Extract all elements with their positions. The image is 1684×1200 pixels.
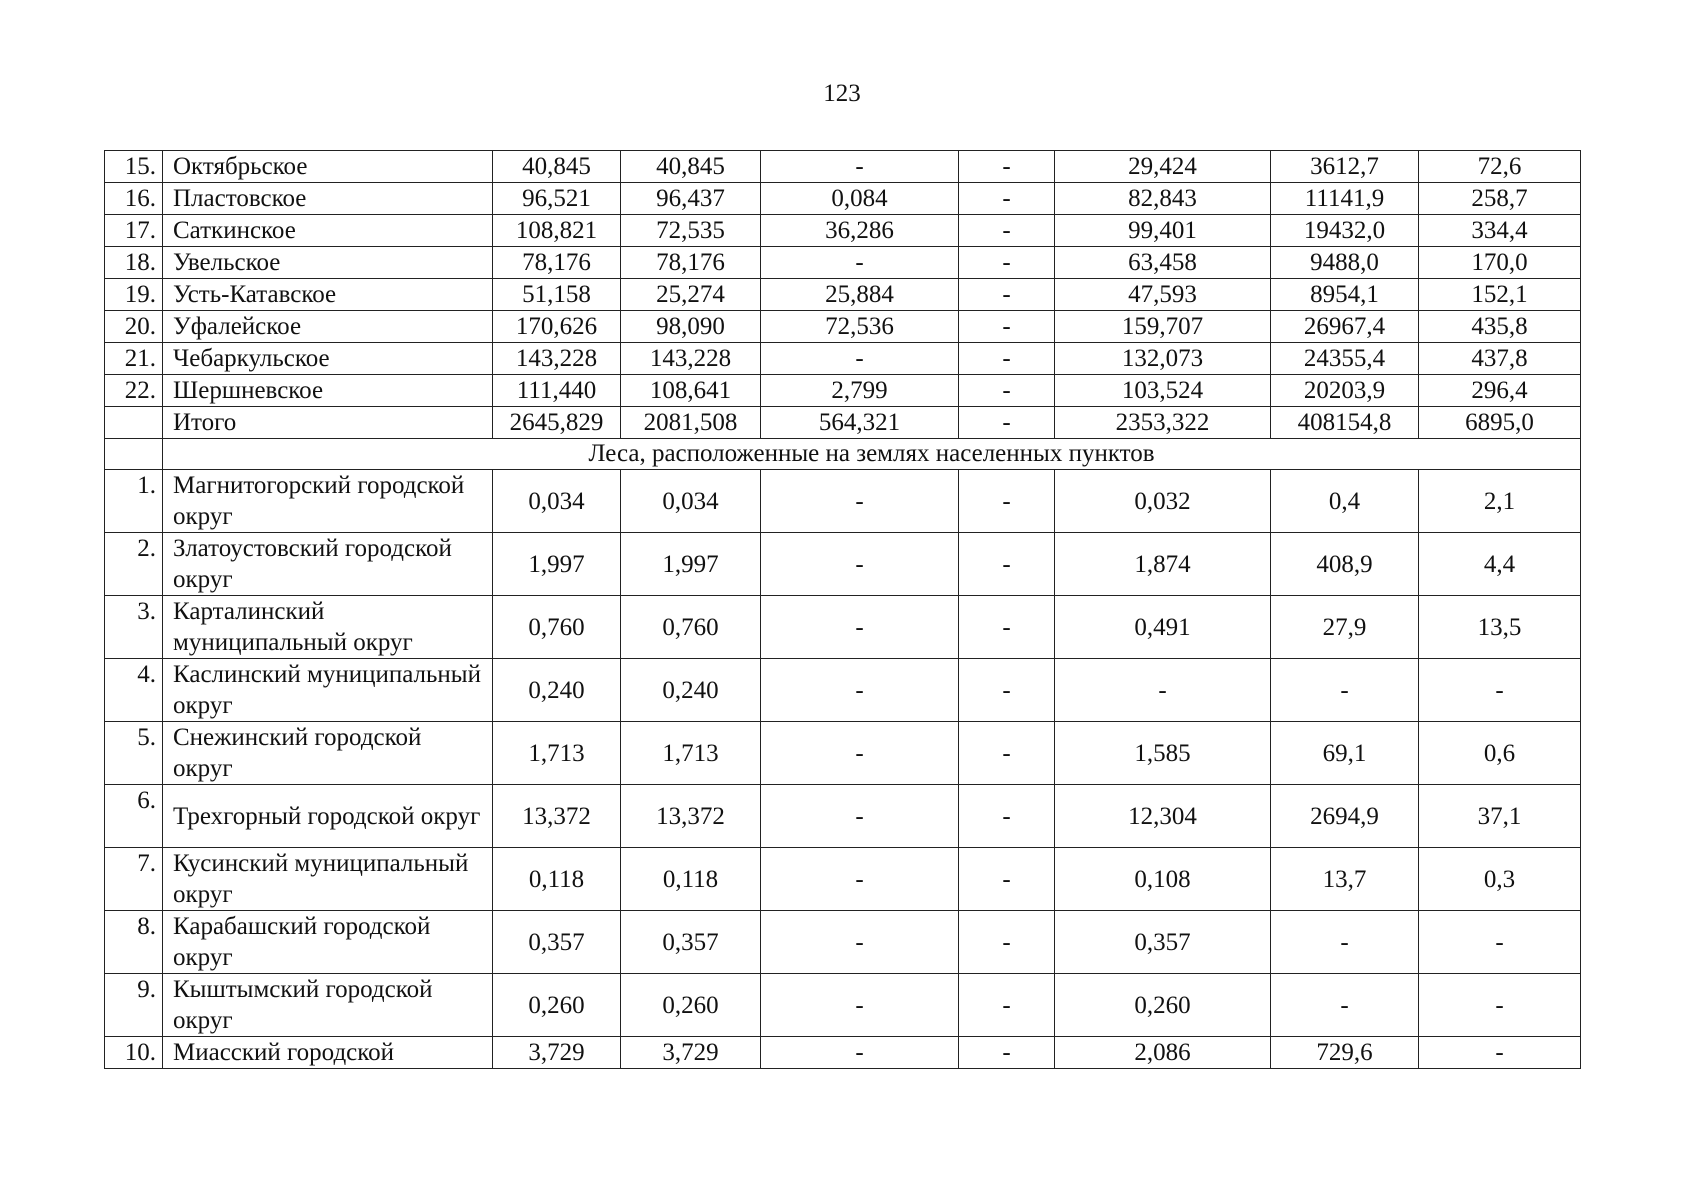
cell-col-5: 82,843 xyxy=(1055,183,1271,215)
cell-col-7: - xyxy=(1419,974,1581,1037)
cell-col-3: - xyxy=(761,596,959,659)
row-number: 8. xyxy=(105,911,163,974)
cell-col-3: - xyxy=(761,785,959,848)
row-name: Златоустовский городской округ xyxy=(163,533,493,596)
cell-col-5: 0,491 xyxy=(1055,596,1271,659)
row-name: Снежинский городской округ xyxy=(163,722,493,785)
cell-col-2: 143,228 xyxy=(621,343,761,375)
row-name: Увельское xyxy=(163,247,493,279)
cell-col-7: 0,3 xyxy=(1419,848,1581,911)
cell-col-7: 258,7 xyxy=(1419,183,1581,215)
cell-col-5: 63,458 xyxy=(1055,247,1271,279)
cell-col-3: 36,286 xyxy=(761,215,959,247)
cell-col-4: - xyxy=(959,279,1055,311)
cell-total-area: 143,228 xyxy=(493,343,621,375)
cell-total-area: 0,034 xyxy=(493,470,621,533)
cell-col-2: 25,274 xyxy=(621,279,761,311)
cell-col-7: - xyxy=(1419,911,1581,974)
cell-total-area: 13,372 xyxy=(493,785,621,848)
cell-col-6: - xyxy=(1271,659,1419,722)
row-number: 9. xyxy=(105,974,163,1037)
cell-col-6: 26967,4 xyxy=(1271,311,1419,343)
cell-col-3: - xyxy=(761,343,959,375)
cell-col-3: 2,799 xyxy=(761,375,959,407)
cell-col-3: - xyxy=(761,247,959,279)
cell-total-area: 78,176 xyxy=(493,247,621,279)
row-number: 19. xyxy=(105,279,163,311)
cell-total-area: 40,845 xyxy=(493,151,621,183)
cell-col-4: - xyxy=(959,722,1055,785)
table-row xyxy=(105,247,1581,279)
row-number: 18. xyxy=(105,247,163,279)
table-row xyxy=(105,470,1581,533)
cell-col-5: 159,707 xyxy=(1055,311,1271,343)
table-row xyxy=(105,596,1581,659)
cell-col-2: 2081,508 xyxy=(621,407,761,439)
cell-col-2: 0,357 xyxy=(621,911,761,974)
cell-total-area: 1,713 xyxy=(493,722,621,785)
cell-col-3: 0,084 xyxy=(761,183,959,215)
row-number: 16. xyxy=(105,183,163,215)
cell-col-7: 435,8 xyxy=(1419,311,1581,343)
row-number: 21. xyxy=(105,343,163,375)
cell-col-4: - xyxy=(959,343,1055,375)
table-row xyxy=(105,533,1581,596)
cell-col-6: 9488,0 xyxy=(1271,247,1419,279)
cell-col-6: 20203,9 xyxy=(1271,375,1419,407)
cell-col-4: - xyxy=(959,848,1055,911)
cell-col-4: - xyxy=(959,470,1055,533)
row-number: 7. xyxy=(105,848,163,911)
cell-col-4: - xyxy=(959,596,1055,659)
row-number: 10. xyxy=(105,1037,163,1069)
page-number: 123 xyxy=(823,80,861,107)
table-row xyxy=(105,1037,1581,1069)
row-name: Чебаркульское xyxy=(163,343,493,375)
cell-col-3: - xyxy=(761,533,959,596)
row-number: 5. xyxy=(105,722,163,785)
row-number: 15. xyxy=(105,151,163,183)
table-row xyxy=(105,848,1581,911)
cell-col-7: 0,6 xyxy=(1419,722,1581,785)
cell-col-6: 27,9 xyxy=(1271,596,1419,659)
row-number: 1. xyxy=(105,470,163,533)
cell-col-4: - xyxy=(959,1037,1055,1069)
cell-col-6: - xyxy=(1271,911,1419,974)
cell-total-area: 170,626 xyxy=(493,311,621,343)
table-row xyxy=(105,215,1581,247)
cell-col-6: 2694,9 xyxy=(1271,785,1419,848)
cell-col-7: 296,4 xyxy=(1419,375,1581,407)
row-name: Карталинский муниципальный округ xyxy=(163,596,493,659)
cell-col-3: - xyxy=(761,848,959,911)
forest-table xyxy=(104,150,1581,1069)
table-row xyxy=(105,785,1581,848)
row-name: Трехгорный городской округ xyxy=(163,785,493,848)
cell-col-5: - xyxy=(1055,659,1271,722)
cell-col-4: - xyxy=(959,407,1055,439)
table-row xyxy=(105,375,1581,407)
cell-col-2: 1,997 xyxy=(621,533,761,596)
cell-col-5: 132,073 xyxy=(1055,343,1271,375)
row-name: Шершневское xyxy=(163,375,493,407)
cell-col-7: 334,4 xyxy=(1419,215,1581,247)
cell-col-2: 3,729 xyxy=(621,1037,761,1069)
row-name: Итого xyxy=(163,407,493,439)
cell-col-6: 19432,0 xyxy=(1271,215,1419,247)
cell-col-4: - xyxy=(959,247,1055,279)
section-title: Леса, расположенные на землях населенных пунктов xyxy=(163,439,1581,470)
row-number: 3. xyxy=(105,596,163,659)
cell-col-7: - xyxy=(1419,659,1581,722)
cell-col-4: - xyxy=(959,659,1055,722)
table-row xyxy=(105,722,1581,785)
cell-col-6: - xyxy=(1271,974,1419,1037)
cell-col-6: 11141,9 xyxy=(1271,183,1419,215)
cell-col-7: 2,1 xyxy=(1419,470,1581,533)
cell-col-7: 170,0 xyxy=(1419,247,1581,279)
cell-col-5: 29,424 xyxy=(1055,151,1271,183)
row-number: 17. xyxy=(105,215,163,247)
cell-col-5: 0,260 xyxy=(1055,974,1271,1037)
cell-col-4: - xyxy=(959,974,1055,1037)
cell-col-2: 13,372 xyxy=(621,785,761,848)
table-row-total xyxy=(105,407,1581,439)
cell-total-area: 108,821 xyxy=(493,215,621,247)
cell-col-4: - xyxy=(959,151,1055,183)
table-row xyxy=(105,151,1581,183)
cell-col-3: - xyxy=(761,151,959,183)
cell-col-5: 1,585 xyxy=(1055,722,1271,785)
cell-col-3: - xyxy=(761,659,959,722)
cell-total-area: 0,760 xyxy=(493,596,621,659)
cell-col-3: - xyxy=(761,1037,959,1069)
row-name: Усть-Катавское xyxy=(163,279,493,311)
row-name: Кыштымский городской округ xyxy=(163,974,493,1037)
cell-total-area: 96,521 xyxy=(493,183,621,215)
table-row xyxy=(105,659,1581,722)
cell-col-6: 408,9 xyxy=(1271,533,1419,596)
cell-total-area: 111,440 xyxy=(493,375,621,407)
table-row xyxy=(105,343,1581,375)
cell-col-7: - xyxy=(1419,1037,1581,1069)
row-number: 4. xyxy=(105,659,163,722)
cell-col-4: - xyxy=(959,215,1055,247)
cell-col-5: 2353,322 xyxy=(1055,407,1271,439)
cell-col-5: 0,357 xyxy=(1055,911,1271,974)
cell-col-7: 152,1 xyxy=(1419,279,1581,311)
cell-col-5: 0,032 xyxy=(1055,470,1271,533)
cell-total-area: 3,729 xyxy=(493,1037,621,1069)
row-name: Саткинское xyxy=(163,215,493,247)
cell-col-5: 2,086 xyxy=(1055,1037,1271,1069)
cell-col-6: 3612,7 xyxy=(1271,151,1419,183)
cell-col-4: - xyxy=(959,375,1055,407)
row-number: 6. xyxy=(105,785,163,848)
cell-col-2: 0,118 xyxy=(621,848,761,911)
section-index-cell xyxy=(105,439,163,470)
cell-col-4: - xyxy=(959,533,1055,596)
section-row xyxy=(105,439,1581,470)
row-number xyxy=(105,407,163,439)
cell-col-2: 108,641 xyxy=(621,375,761,407)
cell-col-3: - xyxy=(761,470,959,533)
row-name: Миасский городской xyxy=(163,1037,493,1069)
table-row xyxy=(105,183,1581,215)
cell-total-area: 0,118 xyxy=(493,848,621,911)
cell-col-2: 1,713 xyxy=(621,722,761,785)
cell-col-6: 8954,1 xyxy=(1271,279,1419,311)
table-row xyxy=(105,311,1581,343)
cell-col-2: 0,034 xyxy=(621,470,761,533)
cell-total-area: 51,158 xyxy=(493,279,621,311)
cell-col-3: 25,884 xyxy=(761,279,959,311)
cell-total-area: 1,997 xyxy=(493,533,621,596)
table-row xyxy=(105,911,1581,974)
cell-col-5: 47,593 xyxy=(1055,279,1271,311)
row-name: Пластовское xyxy=(163,183,493,215)
cell-total-area: 0,260 xyxy=(493,974,621,1037)
cell-col-6: 0,4 xyxy=(1271,470,1419,533)
row-name: Карабашский городской округ xyxy=(163,911,493,974)
cell-col-3: - xyxy=(761,722,959,785)
cell-col-3: 564,321 xyxy=(761,407,959,439)
cell-col-4: - xyxy=(959,785,1055,848)
cell-col-4: - xyxy=(959,911,1055,974)
row-name: Магнитогорский городской округ xyxy=(163,470,493,533)
row-number: 22. xyxy=(105,375,163,407)
cell-col-4: - xyxy=(959,311,1055,343)
cell-col-2: 0,760 xyxy=(621,596,761,659)
cell-col-2: 40,845 xyxy=(621,151,761,183)
cell-col-3: - xyxy=(761,911,959,974)
cell-col-5: 99,401 xyxy=(1055,215,1271,247)
cell-col-5: 1,874 xyxy=(1055,533,1271,596)
cell-col-2: 0,260 xyxy=(621,974,761,1037)
cell-col-7: 72,6 xyxy=(1419,151,1581,183)
cell-col-5: 0,108 xyxy=(1055,848,1271,911)
cell-col-3: - xyxy=(761,974,959,1037)
cell-col-6: 24355,4 xyxy=(1271,343,1419,375)
table-row xyxy=(105,974,1581,1037)
row-number: 2. xyxy=(105,533,163,596)
cell-col-6: 69,1 xyxy=(1271,722,1419,785)
cell-col-6: 408154,8 xyxy=(1271,407,1419,439)
cell-col-2: 96,437 xyxy=(621,183,761,215)
cell-col-6: 13,7 xyxy=(1271,848,1419,911)
cell-col-3: 72,536 xyxy=(761,311,959,343)
cell-total-area: 0,357 xyxy=(493,911,621,974)
row-name: Каслинский муниципальный округ xyxy=(163,659,493,722)
cell-total-area: 0,240 xyxy=(493,659,621,722)
cell-col-7: 6895,0 xyxy=(1419,407,1581,439)
cell-col-7: 37,1 xyxy=(1419,785,1581,848)
cell-col-7: 13,5 xyxy=(1419,596,1581,659)
row-name: Уфалейское xyxy=(163,311,493,343)
cell-col-7: 4,4 xyxy=(1419,533,1581,596)
cell-col-2: 0,240 xyxy=(621,659,761,722)
cell-col-6: 729,6 xyxy=(1271,1037,1419,1069)
table-row xyxy=(105,279,1581,311)
cell-col-7: 437,8 xyxy=(1419,343,1581,375)
cell-total-area: 2645,829 xyxy=(493,407,621,439)
cell-col-5: 103,524 xyxy=(1055,375,1271,407)
cell-col-2: 98,090 xyxy=(621,311,761,343)
cell-col-4: - xyxy=(959,183,1055,215)
cell-col-2: 72,535 xyxy=(621,215,761,247)
cell-col-5: 12,304 xyxy=(1055,785,1271,848)
row-name: Октябрьское xyxy=(163,151,493,183)
cell-col-2: 78,176 xyxy=(621,247,761,279)
row-number: 20. xyxy=(105,311,163,343)
row-name: Кусинский муниципальный округ xyxy=(163,848,493,911)
